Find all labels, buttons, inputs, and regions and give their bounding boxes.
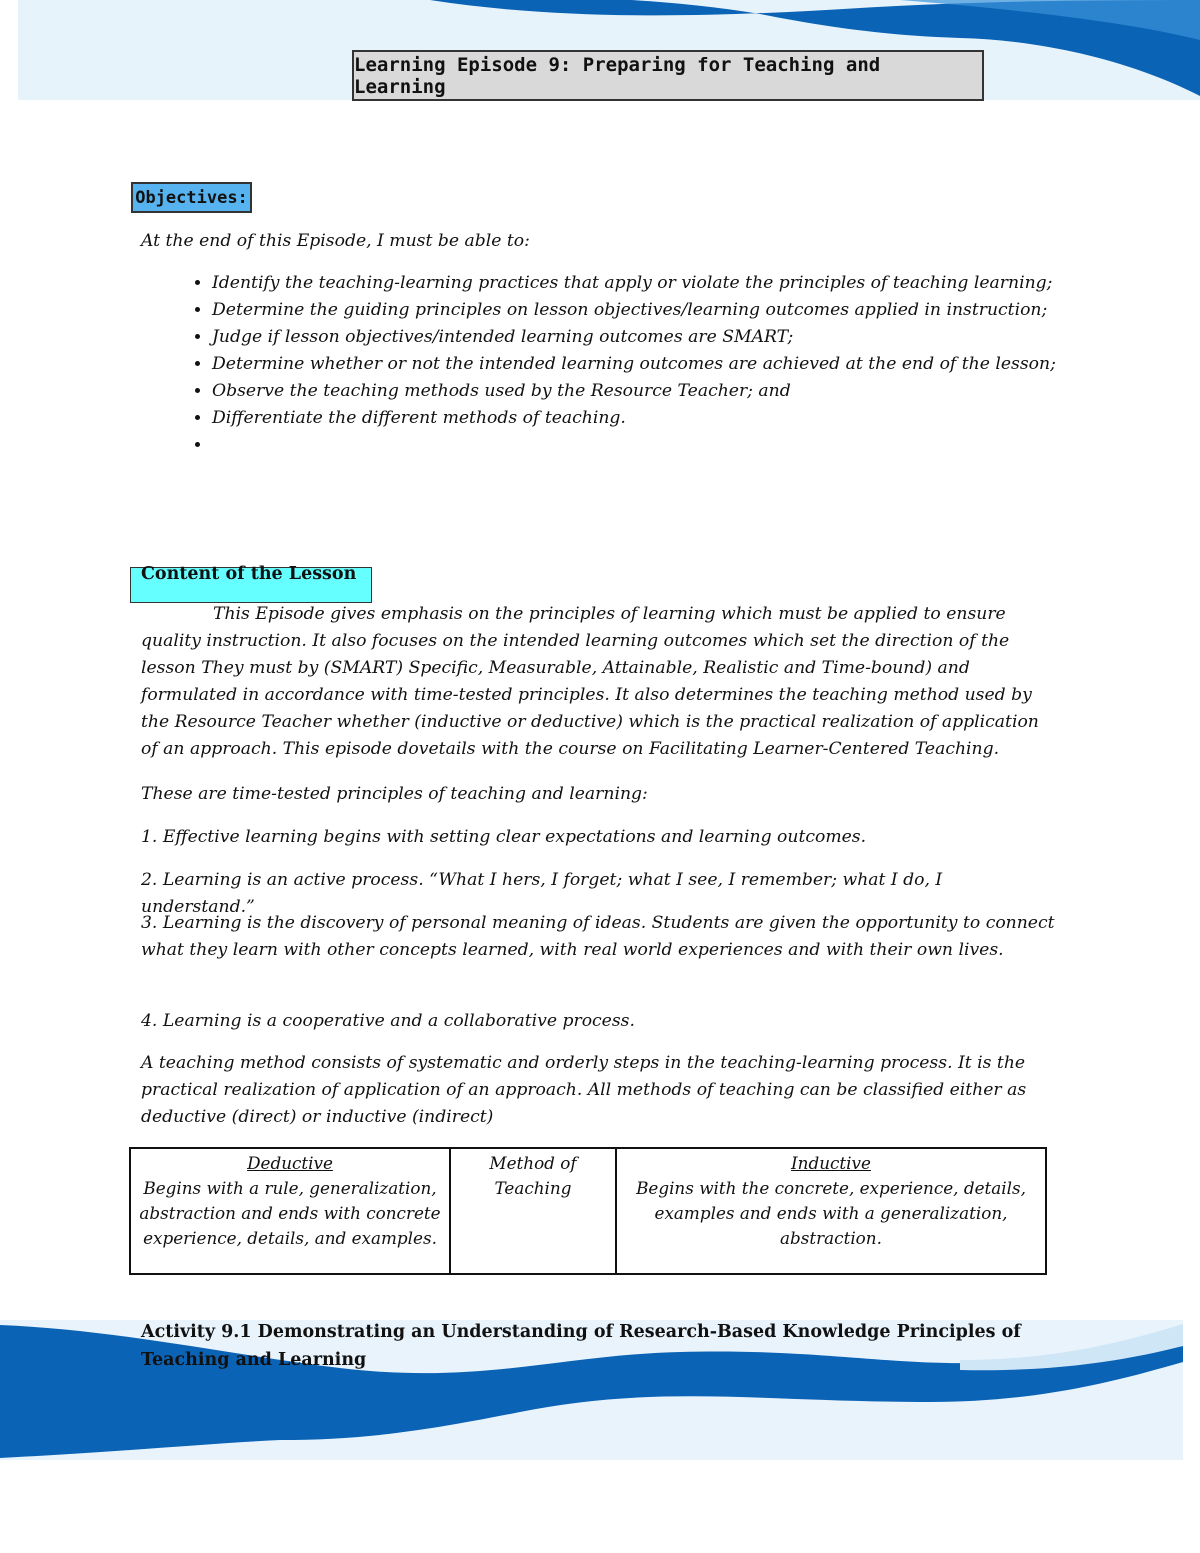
inductive-cell [616,1148,1046,1274]
list-item: • Identify the teaching-learning practices that apply or violate the principles of teaching learning; [212,270,1072,297]
principles-intro: These are time-tested principles of teaching and learning: [141,784,648,804]
content-paragraph: This Episode gives emphasis on the principles of learning which must be applied to ensure quality instruction. It also focuses on the intended learning outcomes which set the direction of the lesson They must by (SMART) Specific, Measurable, Attainable, Realistic and Time-bound) and formulated in accordance with time-tested principles. It also determines the teaching method used by the Resource Teacher whether (inductive or deductive) which is the practical realization of application of an approach. This episode dovetails with the course on Facilitating Learner-Centered Teaching. [141,604,1039,759]
objectives-lead: At the end of this Episode, I must be able to: [141,231,530,251]
teaching-methods-table [129,1147,1047,1275]
list-item: • Differentiate the different methods of teaching. [212,405,1072,432]
list-item: • Judge if lesson objectives/intended learning outcomes are SMART; [212,324,1072,351]
objectives-label: Objectives: [131,182,252,213]
inductive-text: Begins with the concrete, experience, details, examples and ends with a generalization, abstraction. [636,1178,1026,1248]
list-item: • Determine whether or not the intended learning outcomes are achieved at the end of the lesson; [212,351,1072,378]
principle-item: 2. Learning is an active process. “What I hers, I forget; what I see, I remember; what I do, I understand.” [141,870,943,917]
activity-title: Activity 9.1 Demonstrating an Understanding of Research-Based Knowledge Principles of Teaching and Learning [141,1322,1021,1370]
list-item: • Observe the teaching methods used by the Resource Teacher; and [212,378,1072,405]
principle-item: 4. Learning is a cooperative and a collaborative process. [141,1011,635,1031]
episode-title: Learning Episode 9: Preparing for Teaching and Learning [352,50,984,101]
inductive-heading: Inductive [791,1153,871,1173]
content-label-box [130,564,372,603]
content-label: Content of the Lesson [141,564,357,584]
deductive-cell [130,1148,450,1274]
principle-item: 1. Effective learning begins with setting clear expectations and learning outcomes. [141,827,867,847]
method-heading: Method of Teaching [489,1153,577,1198]
method-cell [450,1148,616,1274]
list-item: • Determine the guiding principles on lesson objectives/learning outcomes applied in instruction; [212,297,1072,324]
deductive-heading: Deductive [247,1153,333,1173]
list-item [212,432,1072,459]
method-paragraph: A teaching method consists of systematic and orderly steps in the teaching-learning process. It is the practical realization of application of an approach. All methods of teaching can be classified either as deductive (direct) or inductive (indirect) [141,1053,1027,1127]
principle-item: 3. Learning is the discovery of personal meaning of ideas. Students are given the opportunity to connect what they learn with other concepts learned, with real world experiences and with their own lives. [141,913,1055,960]
objectives-list [160,270,1072,459]
deductive-text: Begins with a rule, generalization, abstraction and ends with concrete experience, details, and examples. [139,1178,441,1248]
